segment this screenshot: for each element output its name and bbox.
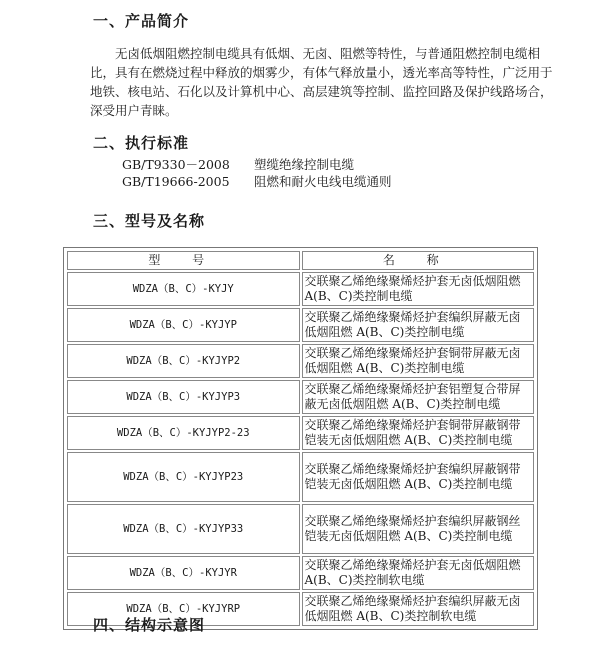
table-header-row (67, 251, 534, 270)
name-cell: 交联聚乙烯绝缘聚烯烃护套无卤低烟阻燃 A(B、C)类控制电缆 (302, 272, 535, 306)
model-cell: WDZA（B、C）-KYJYP23 (67, 452, 300, 502)
model-cell: WDZA（B、C）-KYJYP2-23 (67, 416, 300, 450)
section-heading-product-intro: 一、产品简介 (93, 12, 190, 30)
table-row (67, 452, 534, 502)
model-cell: WDZA（B、C）-KYJYP2 (67, 344, 300, 378)
intro-paragraph: 无卤低烟阻燃控制电缆具有低烟、无卤、阻燃等特性，与普通阻燃控制电缆相比，具有在燃烧过程中释放的烟雾少，有体气释放量小，透光率高等特性，广泛用于地铁、核电站、石化以及计算机中心、高层建筑等控制、监控回路及保护线路场合，深受用户青睐。 (90, 46, 553, 118)
model-cell: WDZA（B、C）-KYJYP33 (67, 504, 300, 554)
column-header-model: 型 号 (67, 251, 300, 270)
standard-code: GB/T9330－2008 (122, 157, 230, 172)
name-cell: 交联聚乙烯绝缘聚烯烃护套铝塑复合带屏蔽无卤低烟阻燃 A(B、C)类控制电缆 (302, 380, 535, 414)
model-cell: WDZA（B、C）-KYJYP3 (67, 380, 300, 414)
standard-item (122, 157, 354, 173)
table-row (67, 380, 534, 414)
model-cell: WDZA（B、C）-KYJYRP (67, 592, 300, 626)
standard-code: GB/T19666-2005 (122, 174, 230, 189)
name-cell: 交联聚乙烯绝缘聚烯烃护套编织屏蔽无卤低烟阻燃 A(B、C)类控制电缆 (302, 308, 535, 342)
table-row (67, 416, 534, 450)
name-cell: 交联聚乙烯绝缘聚烯烃护套编织屏蔽无卤低烟阻燃 A(B、C)类控制软电缆 (302, 592, 535, 626)
table-row (67, 272, 534, 306)
model-cell: WDZA（B、C）-KYJYP (67, 308, 300, 342)
name-cell: 交联聚乙烯绝缘聚烯烃护套铜带屏蔽钢带铠装无卤低烟阻燃 A(B、C)类控制电缆 (302, 416, 535, 450)
section-heading-standards: 二、执行标准 (93, 134, 190, 152)
standard-title: 塑缆绝缘控制电缆 (253, 157, 354, 172)
name-cell: 交联聚乙烯绝缘聚烯烃护套编织屏蔽钢丝铠装无卤低烟阻燃 A(B、C)类控制电缆 (302, 504, 535, 554)
name-cell: 交联聚乙烯绝缘聚烯烃护套铜带屏蔽无卤低烟阻燃 A(B、C)类控制电缆 (302, 344, 535, 378)
name-cell: 交联聚乙烯绝缘聚烯烃护套无卤低烟阻燃 A(B、C)类控制软电缆 (302, 556, 535, 590)
standard-item (122, 174, 392, 190)
model-cell: WDZA（B、C）-KYJY (67, 272, 300, 306)
table-row (67, 556, 534, 590)
table-row (67, 504, 534, 554)
table-row (67, 308, 534, 342)
standard-title: 阻燃和耐火电线电缆通则 (253, 174, 392, 189)
section-heading-models: 三、型号及名称 (93, 212, 206, 230)
model-table (63, 247, 538, 630)
table-row (67, 344, 534, 378)
model-cell: WDZA（B、C）-KYJYR (67, 556, 300, 590)
name-cell: 交联聚乙烯绝缘聚烯烃护套编织屏蔽钢带铠装无卤低烟阻燃 A(B、C)类控制电缆 (302, 452, 535, 502)
section-heading-structure: 四、结构示意图 (93, 616, 206, 634)
column-header-name: 名 称 (302, 251, 535, 270)
